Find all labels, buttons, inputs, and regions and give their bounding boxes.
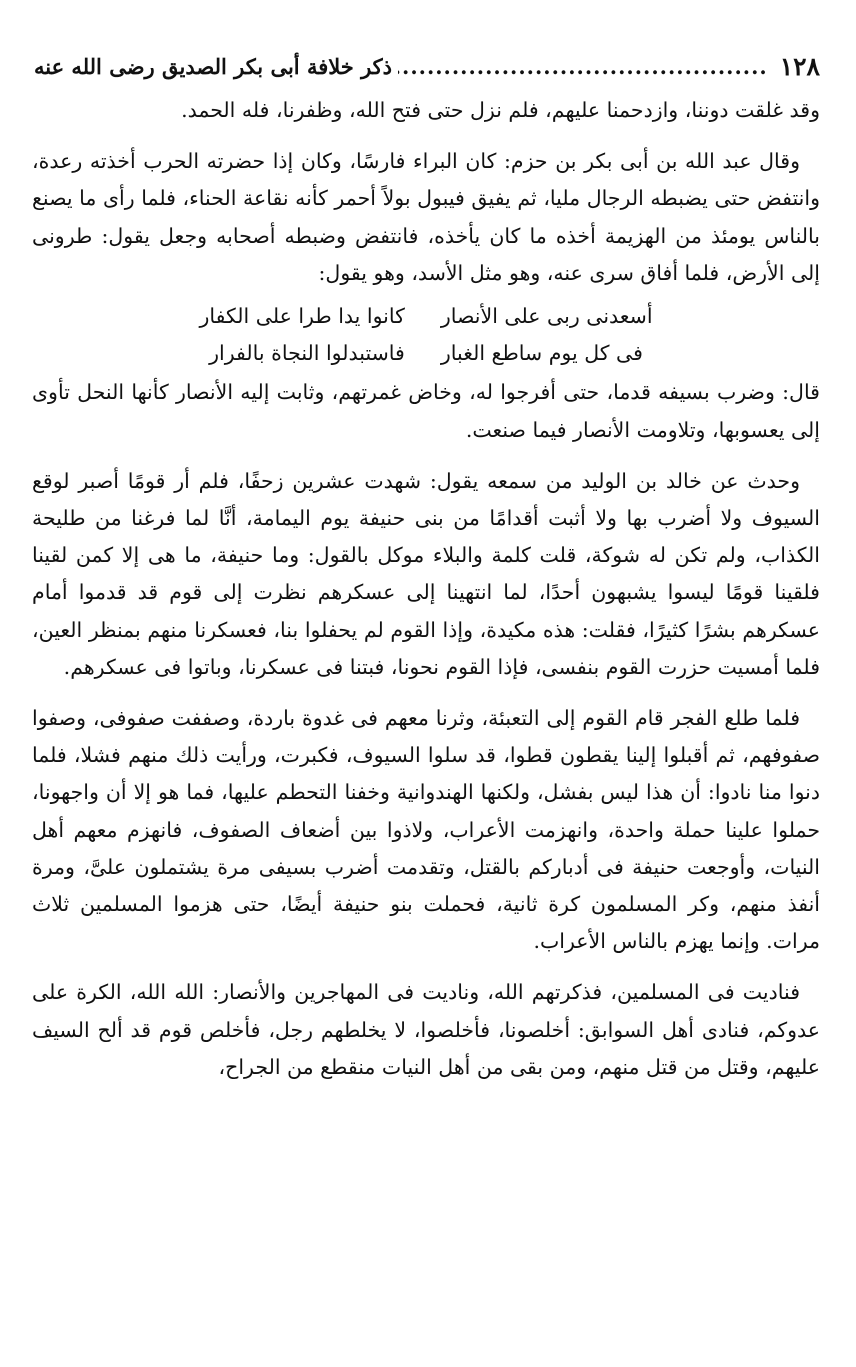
paragraph-3: قال: وضرب بسيفه قدما، حتى أفرجوا له، وخاض غمرتهم، وثابت إليه الأنصار كأنها النحل تأوى إلى يعسوبها، وتلاومت الأنصار فيما صنعت. (32, 380, 820, 442)
paragraph-4: وحدث عن خالد بن الوليد من سمعه يقول: شهدت عشرين زحفًا، فلم أر قومًا أصبر لوقع السيوف ولا أضرب بها ولا أثبت أقدامًا من بنى حنيفة يوم اليمامة، أنَّا لما فرغنا من طليحة الكذاب، ولم تكن له شوكة، قلت كلمة والبلاء موكل بالقول: وما حنيفة، ما هى إلا كمن لقينا فلقينا قومًا ليسوا يشبهون أحدًا، لما انتهينا إلى عسكرهم نظرت إلى قوم قد قدموا أمام عسكرهم بشرًا كثيرًا، فقلت: هذه مكيدة، وإذا القوم لم يحفلوا بنا، فعسكرنا منهم بمنظر العين، فلما أمسيت حزرت القوم بنفسى، فإذا القوم نحونا، فبتنا فى عسكرنا، وباتوا فى عسكرهم. (32, 468, 820, 679)
paragraph-1: وقد غلقت دوننا، وازدحمنا عليهم، فلم نزل حتى فتح الله، وظفرنا، فله الحمد. (181, 98, 820, 122)
running-header (34, 48, 820, 84)
verse-1-second-hemistich: كانوا يدا طرا على الكفار (199, 304, 405, 329)
verse-2-second-hemistich: فاستبدلوا النجاة بالفرار (209, 341, 405, 366)
page-body (32, 92, 820, 1086)
paragraph-2: وقال عبد الله بن أبى بكر بن حزم: كان البراء فارسًا، وكان إذا حضرته الحرب أخذته رعدة، وانتفض حتى يضبطه الرجال مليا، ثم يفيق فيبول بولاً أحمر كأنه نقاعة الحناء، فلما رأى ما يصنع بالناس يومئذ من الهزيمة أخذه ما كان يأخذه، فانتفض وضبطه أصحابه وجعل يقول: طرونى إلى الأرض، فلما أفاق سرى عنه، وهو مثل الأسد، وهو يقول: (32, 149, 820, 285)
verse-line-2 (32, 335, 820, 372)
poem (32, 298, 820, 372)
verse-2-first-hemistich: فى كل يوم ساطع الغبار (440, 341, 643, 366)
leader-dots (398, 54, 768, 79)
page-number: ١٢٨ (779, 51, 820, 81)
paragraph-6: فناديت فى المسلمين، فذكرتهم الله، وناديت فى المهاجرين والأنصار: الله الله، الكرة على عدوكم، فنادى أهل السوابق: أخلصونا، فأخلصوا، لا يخلطهم رجل، فأخلص قوم قد ألح السيف عليهم، وقتل من قتل منهم، ومن بقى من أهل النيات منقطع من الجراح، (32, 980, 821, 1079)
paragraph-5: فلما طلع الفجر قام القوم إلى التعبئة، وثرنا معهم فى غدوة باردة، وصففت صفوفى، وصفوا صفوفهم، ثم أقبلوا إلينا يقطون قطوا، قد سلوا السيوف، فكبرت، ورأيت ذلك منهم فشلا، فلما دنوا منا نادوا: أن هذا ليس بفشل، ولكنها الهندوانية وخفنا التحطم عليها، فما هو إلا أن واجهونا، حملوا علينا حملة واحدة، وانهزمت الأعراب، ولاذوا بين أضعاف الصفوف، فانهزم معهم أهل النيات، وأوجعت حنيفة فى أدباركم بالقتل، وتقدمت أضرب بسيفى مرة يشتملون علىَّ، ومرة أنفذ منهم، وكر المسلمون كرة ثانية، فحملت بنو حنيفة أيضًا، حتى هزموا المسلمين ثلاث مرات. وإنما يهزم بالناس الأعراب. (32, 706, 820, 954)
chapter-title: ذكر خلافة أبى بكر الصديق رضى الله عنه (34, 53, 393, 79)
verse-line-1 (32, 298, 820, 335)
verse-1-first-hemistich: أسعدنى ربى على الأنصار (440, 304, 653, 329)
